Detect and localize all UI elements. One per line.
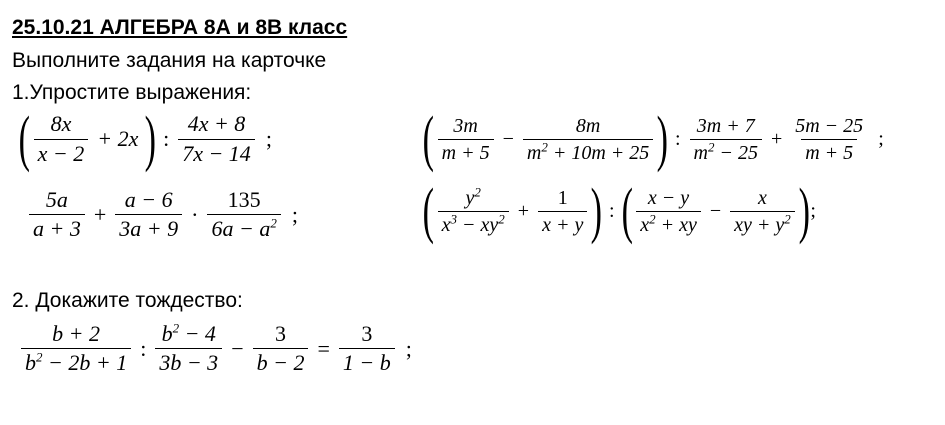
- fraction: $\frac{3}{b - 2}$: [253, 322, 309, 375]
- close-paren: ): [656, 105, 669, 173]
- expression-5: $\frac{b + 2}{b^2 - 2b + 1}$ : $\frac{b^2 - 4}{3b - 3}$ − $\frac{3}{b - 2}$ = $\frac{3}{1 - b}$ ;: [18, 322, 412, 375]
- fraction: $\frac{x - y}{x^2 + xy}$: [636, 187, 701, 236]
- expression-1: ( $\frac{8x}{x - 2}$ + 2x ) : $\frac{4x + 8}{7x - 14}$ ;: [18, 105, 272, 173]
- task2-heading: 2. Докажите тождество:: [12, 289, 243, 312]
- fraction: $\frac{b^2 - 4}{3b - 3}$: [155, 322, 222, 375]
- fraction: $\frac{b + 2}{b^2 - 2b + 1}$: [21, 322, 131, 375]
- page-title: 25.10.21 АЛГЕБРА 8А и 8В класс: [12, 16, 348, 39]
- expression-4: ( $\frac{y^2}{x^3 - xy^2}$ + $\frac{1}{x + y}$ ) : ( $\frac{x - y}{x^2 + xy}$ − $\frac{x}{xy + y^2}$ ) ;: [422, 177, 816, 245]
- open-paren: (: [18, 105, 31, 173]
- task1-heading: 1.Упростите выражения:: [12, 81, 252, 104]
- open-paren: (: [621, 177, 633, 245]
- fraction: $\frac{5a}{a + 3}$: [29, 188, 85, 241]
- fraction: $\frac{3}{1 - b}$: [339, 322, 395, 375]
- close-paren: ): [798, 177, 810, 245]
- open-paren: (: [422, 105, 435, 173]
- expression-2: $\frac{5a}{a + 3}$ + $\frac{a - 6}{3a + 9}$ · $\frac{135}{6a - a^2}$ ;: [26, 188, 298, 241]
- open-paren: (: [422, 177, 435, 245]
- expression-3: ( $\frac{3m}{m + 5}$ − $\frac{8m}{m^2 + 10m + 25}$ ) : $\frac{3m + 7}{m^2 - 25}$ + $\frac{5m - 25}{m + 5}$ ;: [422, 105, 884, 173]
- fraction: $\frac{135}{6a - a^2}$: [207, 188, 280, 241]
- fraction: $\frac{x}{xy + y^2}$: [730, 187, 795, 236]
- fraction: $\frac{1}{x + y}$: [538, 187, 587, 236]
- fraction: $\frac{y^2}{x^3 - xy^2}$: [438, 187, 509, 236]
- fraction: $\frac{a - 6}{3a + 9}$: [115, 188, 182, 241]
- instruction-text: Выполните задания на карточке: [12, 49, 327, 72]
- close-paren: ): [145, 105, 157, 173]
- fraction: $\frac{8m}{m^2 + 10m + 25}$: [523, 115, 653, 164]
- fraction: $\frac{5m - 25}{m + 5}$: [795, 114, 864, 164]
- fraction: $\frac{3m}{m + 5}$: [438, 115, 494, 164]
- close-paren: ): [590, 177, 603, 245]
- fraction: $\frac{8x}{x - 2}$: [34, 112, 89, 165]
- fraction: $\frac{3m + 7}{m^2 - 25}$: [690, 115, 762, 164]
- fraction: $\frac{4x + 8}{7x - 14}$: [178, 112, 255, 165]
